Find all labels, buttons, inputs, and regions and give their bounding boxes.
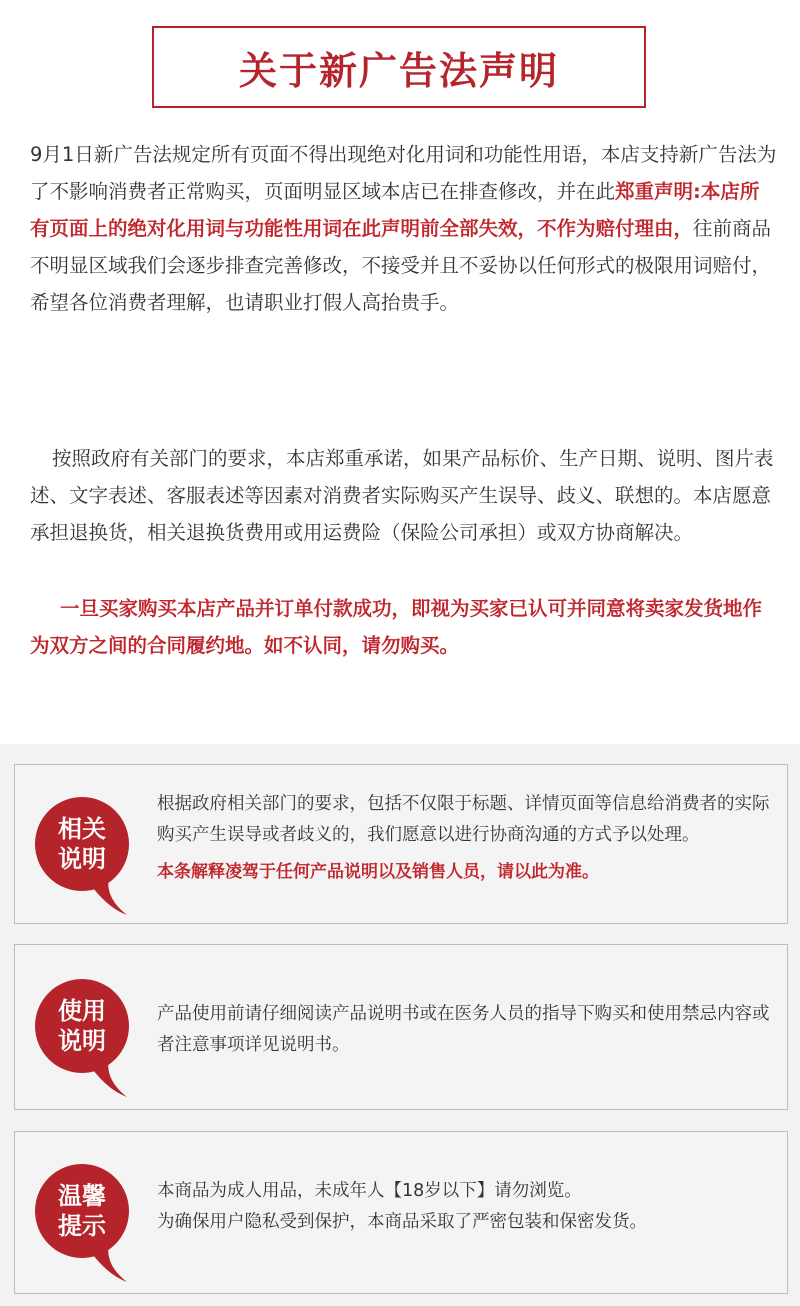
card-body: 产品使用前请仔细阅读产品说明书或在医务人员的指导下购买和使用禁忌内容或者注意事项详见说明书。 <box>157 1004 770 1055</box>
notice-paragraph-3: 一旦买家购买本店产品并订单付款成功，即视为买家已认可并同意将卖家发货地作为双方之间的合同履约地。如不认同，请勿购买。 <box>30 597 763 657</box>
info-card-related <box>14 764 788 924</box>
notice-text-part2: 往前商品不明显区域我们会逐步排查完善修改，不接受并且不妥协以任何形式的极限用词赔付，希望各位消费者理解，也请职业打假人高抬贵手。 <box>30 217 772 314</box>
badge-line1: 使用 <box>58 997 106 1025</box>
card-body: 根据政府相关部门的要求，包括不仅限于标题、详情页面等信息给消费者的实际购买产生误导或者歧义的，我们愿意以进行协商沟通的方式予以处理。 <box>157 794 770 845</box>
badge-line1: 相关 <box>58 815 106 843</box>
card-text <box>157 1176 777 1238</box>
card-text <box>157 789 777 888</box>
info-card-usage <box>14 944 788 1110</box>
badge-line2: 说明 <box>58 845 106 873</box>
card-line-1: 本商品为成人用品，未成年人【18岁以下】请勿浏览。 <box>157 1181 582 1201</box>
notice-paragraph-2: 按照政府有关部门的要求，本店郑重承诺，如果产品标价、生产日期、说明、图片表述、文字表述、客服表述等因素对消费者实际购买产生误导、歧义、联想的。本店愿意承担退换货，相关退换货费用或用运费险（保险公司承担）或双方协商解决。 <box>30 447 774 544</box>
title-box <box>152 26 646 108</box>
card-emphasis: 本条解释凌驾于任何产品说明以及销售人员，请以此为准。 <box>157 862 599 882</box>
badge-line1: 温馨 <box>58 1182 106 1210</box>
speech-bubble-icon <box>35 797 129 891</box>
card-line-2: 为确保用户隐私受到保护，本商品采取了严密包装和保密发货。 <box>157 1212 647 1232</box>
notice-text-part1: 9月1日新广告法规定所有页面不得出现绝对化用词和功能性用语，本店支持新广告法为了不影响消费者正常购买，页面明显区域本店已在排查修改，并在此 <box>30 143 777 203</box>
info-card-reminder <box>14 1131 788 1294</box>
speech-bubble-icon <box>35 1164 129 1258</box>
page-title: 关于新广告法声明 <box>238 48 559 93</box>
speech-bubble-icon <box>35 979 129 1073</box>
notice-paragraph-1 <box>30 136 778 321</box>
badge-line2: 说明 <box>58 1027 106 1055</box>
notice-emphasis: 郑重声明:本店所有页面上的绝对化用词与功能性用词在此声明前全部失效，不作为赔付理由， <box>30 180 760 240</box>
badge-line2: 提示 <box>58 1212 106 1240</box>
card-text <box>157 999 777 1061</box>
info-cards-section <box>0 744 800 1306</box>
